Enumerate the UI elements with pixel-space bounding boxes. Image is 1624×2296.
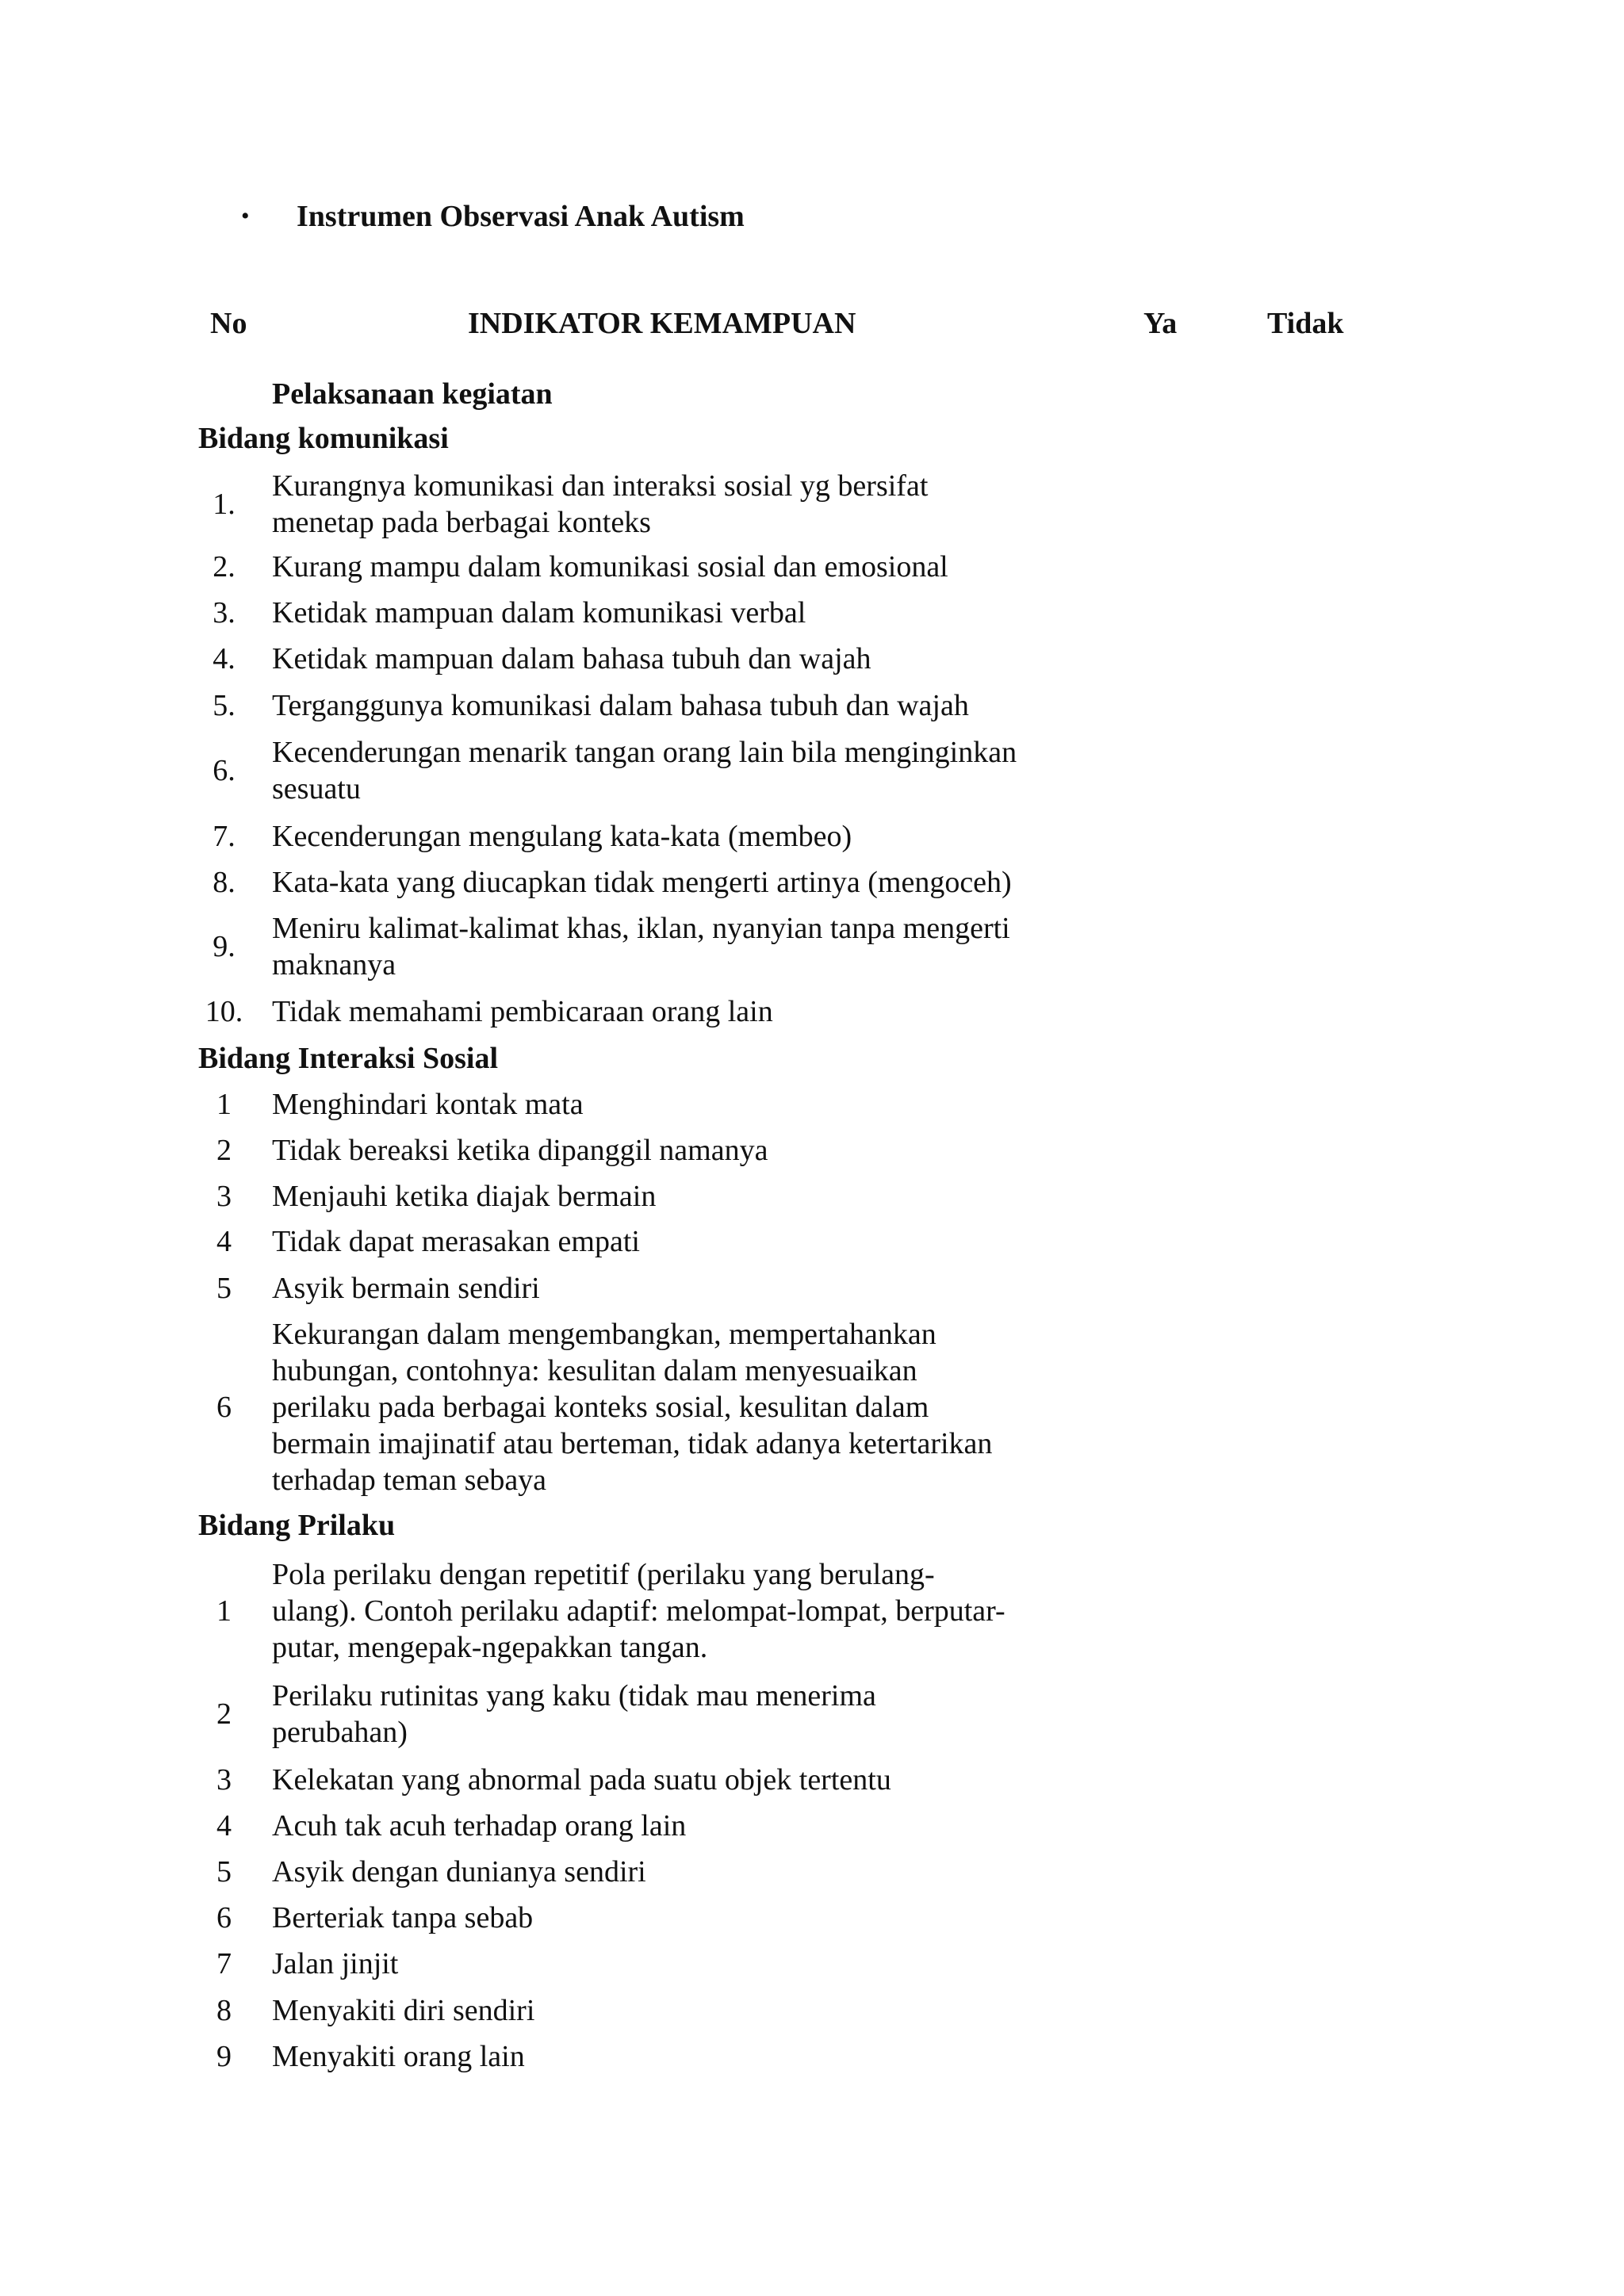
row-number: 8: [216, 1994, 232, 2027]
row-text: Asyik dengan dunianya sendiri: [272, 1855, 646, 1888]
row-number: 1: [216, 1088, 232, 1121]
row-number: 6.: [213, 754, 236, 787]
row-text: Menghindari kontak mata: [272, 1088, 584, 1121]
row-text: perubahan): [272, 1716, 408, 1749]
row-text: Kata-kata yang diucapkan tidak mengerti artinya (mengoceh): [272, 866, 1012, 899]
row-text: Acuh tak acuh terhadap orang lain: [272, 1809, 687, 1843]
row-text: Ketidak mampuan dalam bahasa tubuh dan wajah: [272, 642, 871, 675]
section-title-prilaku: Bidang Prilaku: [198, 1509, 396, 1542]
row-number: 4: [216, 1225, 232, 1258]
row-text: Kurangnya komunikasi dan interaksi sosial yg bersifat: [272, 469, 929, 503]
row-text: Menjauhi ketika diajak bermain: [272, 1180, 657, 1213]
row-text: menetap pada berbagai konteks: [272, 506, 651, 539]
row-number: 2.: [213, 550, 236, 584]
header-tidak: Tidak: [1267, 307, 1344, 340]
row-text: sesuatu: [272, 772, 361, 806]
row-number: 5: [216, 1272, 232, 1305]
row-text: Asyik bermain sendiri: [272, 1272, 540, 1305]
row-text: Tidak bereaksi ketika dipanggil namanya: [272, 1134, 768, 1167]
row-text: ulang). Contoh perilaku adaptif: melompat-lompat, berputar-: [272, 1594, 1005, 1628]
row-number: 7: [216, 1947, 232, 1980]
row-text: Terganggunya komunikasi dalam bahasa tubuh dan wajah: [272, 689, 969, 722]
row-text: Kekurangan dalam mengembangkan, mempertahankan: [272, 1318, 936, 1351]
row-text: Pola perilaku dengan repetitif (perilaku yang berulang-: [272, 1558, 935, 1591]
row-number: 4.: [213, 642, 236, 675]
row-text: Berteriak tanpa sebab: [272, 1901, 534, 1934]
row-text: Kurang mampu dalam komunikasi sosial dan emosional: [272, 550, 948, 584]
row-number: 3.: [213, 596, 236, 629]
row-number: 1.: [213, 488, 236, 521]
row-text: putar, mengepak-ngepakkan tangan.: [272, 1631, 708, 1664]
row-text: terhadap teman sebaya: [272, 1464, 547, 1497]
row-number: 10.: [205, 995, 243, 1028]
title-text: Instrumen Observasi Anak Autism: [297, 200, 745, 233]
row-number: 4: [216, 1809, 232, 1843]
header-ya: Ya: [1143, 307, 1178, 340]
row-number: 1: [216, 1594, 232, 1628]
header-indikator: INDIKATOR KEMAMPUAN: [468, 307, 856, 340]
header-no: No: [210, 307, 247, 340]
row-text: Tidak dapat merasakan empati: [272, 1225, 640, 1258]
row-text: Menyakiti diri sendiri: [272, 1994, 535, 2027]
row-number: 6: [216, 1391, 232, 1424]
row-number: 2: [216, 1134, 232, 1167]
row-number: 3: [216, 1763, 232, 1797]
table-header: [0, 305, 1624, 342]
section-title-interaksi: Bidang Interaksi Sosial: [198, 1042, 498, 1075]
row-number: 5.: [213, 689, 236, 722]
row-text: Jalan jinjit: [272, 1947, 399, 1980]
row-number: 8.: [213, 866, 236, 899]
row-text: maknanya: [272, 948, 396, 982]
row-text: Kelekatan yang abnormal pada suatu objek tertentu: [272, 1763, 891, 1797]
row-number: 5: [216, 1855, 232, 1888]
row-number: 7.: [213, 820, 236, 853]
section-title-komunikasi: Bidang komunikasi: [198, 422, 449, 455]
row-text: hubungan, contohnya: kesulitan dalam menyesuaikan: [272, 1354, 917, 1387]
row-number: 9: [216, 2040, 232, 2073]
row-text: Perilaku rutinitas yang kaku (tidak mau menerima: [272, 1679, 876, 1712]
row-number: 6: [216, 1901, 232, 1934]
row-text: Meniru kalimat-kalimat khas, iklan, nyanyian tanpa mengerti: [272, 912, 1010, 945]
row-text: Kecenderungan mengulang kata-kata (membeo): [272, 820, 852, 853]
row-text: Kecenderungan menarik tangan orang lain bila menginginkan: [272, 736, 1017, 769]
row-number: 9.: [213, 930, 236, 963]
row-text: Menyakiti orang lain: [272, 2040, 525, 2073]
subheading: Pelaksanaan kegiatan: [272, 377, 553, 411]
row-number: 2: [216, 1697, 232, 1731]
row-text: perilaku pada berbagai konteks sosial, kesulitan dalam: [272, 1391, 929, 1424]
bullet-icon: •: [241, 203, 250, 229]
row-text: bermain imajinatif atau berteman, tidak adanya ketertarikan: [272, 1427, 993, 1460]
row-number: 3: [216, 1180, 232, 1213]
row-text: Tidak memahami pembicaraan orang lain: [272, 995, 773, 1028]
row-text: Ketidak mampuan dalam komunikasi verbal: [272, 596, 806, 629]
